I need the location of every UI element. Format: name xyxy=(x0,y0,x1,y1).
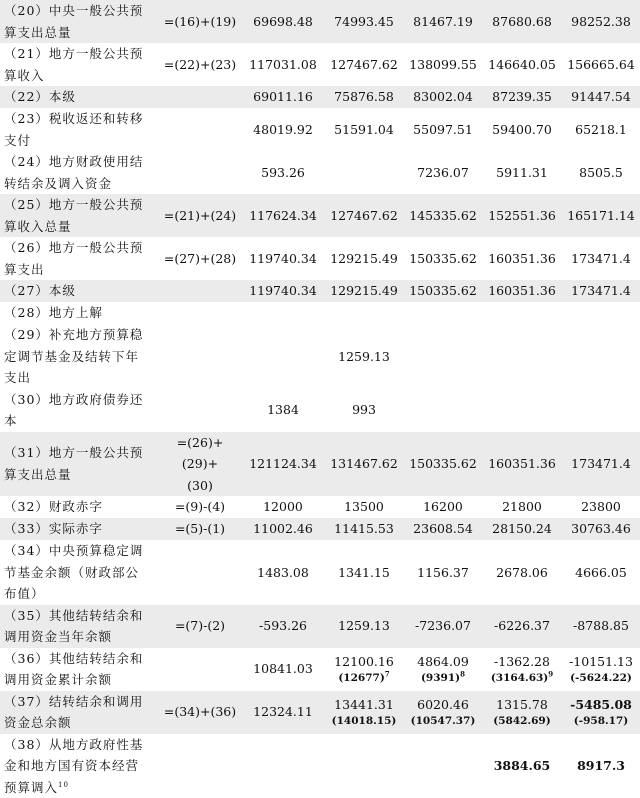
table-row xyxy=(0,0,640,43)
cell-value xyxy=(242,734,324,798)
cell-value: 150335.62 xyxy=(404,280,482,302)
cell-value: 152551.36 xyxy=(482,194,562,237)
cell-value: -1362.28 $(3164.63)^9$ xyxy=(482,648,562,691)
cell-value xyxy=(562,389,640,432)
cell-value: 129215.49 xyxy=(324,280,404,302)
row-formula: =(7)-(2) xyxy=(158,605,242,648)
row-formula xyxy=(158,108,242,151)
cell-value: 16200 xyxy=(404,496,482,518)
cell-value: 74993.45 xyxy=(324,0,404,43)
cell-value: 59400.70 xyxy=(482,108,562,151)
row-formula: =(34)+(36) xyxy=(158,691,242,734)
table-row xyxy=(0,648,640,691)
row-formula: =(5)-(1) xyxy=(158,518,242,540)
cell-value: 1156.37 xyxy=(404,540,482,605)
cell-value: 165171.14 xyxy=(562,194,640,237)
cell-value: 160351.36 xyxy=(482,237,562,280)
table-row xyxy=(0,302,640,324)
cell-value xyxy=(562,324,640,389)
cell-value xyxy=(324,302,404,324)
cell-value: 150335.62 xyxy=(404,237,482,280)
cell-value: 119740.34 xyxy=(242,280,324,302)
cell-value: 81467.19 xyxy=(404,0,482,43)
row-formula xyxy=(158,734,242,798)
cell-value xyxy=(404,734,482,798)
cell-value: 98252.38 xyxy=(562,0,640,43)
cell-value: 83002.04 xyxy=(404,86,482,108)
table-row xyxy=(0,605,640,648)
row-formula xyxy=(158,151,242,194)
cell-value: 117031.08 xyxy=(242,43,324,86)
cell-value: 156665.64 xyxy=(562,43,640,86)
row-label: （31）地方一般公共预 算支出总量 xyxy=(0,432,158,497)
cell-value: 69011.16 xyxy=(242,86,324,108)
cell-value: 173471.4 xyxy=(562,432,640,497)
table-row xyxy=(0,324,640,389)
cell-value: -8788.85 xyxy=(562,605,640,648)
row-formula xyxy=(158,324,242,389)
cell-value: 8917.3 xyxy=(562,734,640,798)
cell-value: -5485.08 (-958.17) xyxy=(562,691,640,734)
row-label: （28）地方上解 xyxy=(0,302,158,324)
row-formula xyxy=(158,86,242,108)
cell-value: 1341.15 xyxy=(324,540,404,605)
cell-value: 1315.78 (5842.69) xyxy=(482,691,562,734)
cell-value: 23800 xyxy=(562,496,640,518)
cell-value xyxy=(242,302,324,324)
cell-value: 87680.68 xyxy=(482,0,562,43)
row-formula xyxy=(158,389,242,432)
cell-value: 146640.05 xyxy=(482,43,562,86)
cell-value xyxy=(482,302,562,324)
table-row xyxy=(0,86,640,108)
cell-value xyxy=(324,734,404,798)
table-row xyxy=(0,496,640,518)
table-row xyxy=(0,389,640,432)
cell-value: 173471.4 xyxy=(562,237,640,280)
cell-value: 91447.54 xyxy=(562,86,640,108)
table-row xyxy=(0,518,640,540)
cell-value: 10841.03 xyxy=(242,648,324,691)
table-row xyxy=(0,237,640,280)
cell-value: 4864.09 $(9391)^8$ xyxy=(404,648,482,691)
table-row xyxy=(0,151,640,194)
cell-value: 7236.07 xyxy=(404,151,482,194)
cell-value: 119740.34 xyxy=(242,237,324,280)
table-row xyxy=(0,540,640,605)
cell-value: 1384 xyxy=(242,389,324,432)
row-label: （32）财政赤字 xyxy=(0,496,158,518)
cell-value xyxy=(404,324,482,389)
cell-value: -6226.37 xyxy=(482,605,562,648)
row-label: （37）结转结余和调用 资金总余额 xyxy=(0,691,158,734)
row-formula xyxy=(158,648,242,691)
cell-value: 5911.31 xyxy=(482,151,562,194)
row-formula: =(9)-(4) xyxy=(158,496,242,518)
row-label: （35）其他结转结余和 调用资金当年余额 xyxy=(0,605,158,648)
cell-value: 21800 xyxy=(482,496,562,518)
table-row xyxy=(0,280,640,302)
cell-value: 131467.62 xyxy=(324,432,404,497)
row-label: （33）实际赤字 xyxy=(0,518,158,540)
cell-value: 13441.31 (14018.15) xyxy=(324,691,404,734)
cell-value: -10151.13 (-5624.22) xyxy=(562,648,640,691)
cell-value: 12100.16 $(12677)^7$ xyxy=(324,648,404,691)
cell-value: 75876.58 xyxy=(324,86,404,108)
row-label: （36）其他结转结余和 调用资金累计余额 xyxy=(0,648,158,691)
row-formula: =(21)+(24) xyxy=(158,194,242,237)
cell-value: 13500 xyxy=(324,496,404,518)
cell-value: 30763.46 xyxy=(562,518,640,540)
cell-value xyxy=(562,302,640,324)
cell-value: 11002.46 xyxy=(242,518,324,540)
cell-value: 87239.35 xyxy=(482,86,562,108)
table-row xyxy=(0,432,640,497)
cell-value: -7236.07 xyxy=(404,605,482,648)
cell-value: 65218.1 xyxy=(562,108,640,151)
cell-value: 11415.53 xyxy=(324,518,404,540)
row-formula xyxy=(158,280,242,302)
cell-value: 129215.49 xyxy=(324,237,404,280)
row-formula: =(27)+(28) xyxy=(158,237,242,280)
row-label: （23）税收返还和转移 支付 xyxy=(0,108,158,151)
cell-value: 2678.06 xyxy=(482,540,562,605)
table-row xyxy=(0,43,640,86)
cell-value: 69698.48 xyxy=(242,0,324,43)
cell-value: 28150.24 xyxy=(482,518,562,540)
row-formula: =(26)+(29)+ (30) xyxy=(158,432,242,497)
row-label: （21）地方一般公共预 算收入 xyxy=(0,43,158,86)
row-label: （27）本级 xyxy=(0,280,158,302)
row-formula: =(16)+(19) xyxy=(158,0,242,43)
table-row xyxy=(0,108,640,151)
row-label: （38）从地方政府性基 金和地方国有资本经营 预算调入$^{10}$ xyxy=(0,734,158,798)
cell-value xyxy=(482,389,562,432)
row-label: （34）中央预算稳定调 节基金余额（财政部公 布值） xyxy=(0,540,158,605)
row-label: （30）地方政府债券还 本 xyxy=(0,389,158,432)
cell-value: 12324.11 xyxy=(242,691,324,734)
cell-value xyxy=(482,324,562,389)
cell-value: 1483.08 xyxy=(242,540,324,605)
row-formula xyxy=(158,302,242,324)
cell-value: 55097.51 xyxy=(404,108,482,151)
row-label: （20）中央一般公共预 算支出总量 xyxy=(0,0,158,43)
cell-value xyxy=(324,151,404,194)
table-row xyxy=(0,734,640,798)
row-label: （26）地方一般公共预 算支出 xyxy=(0,237,158,280)
cell-value: 121124.34 xyxy=(242,432,324,497)
cell-value: 145335.62 xyxy=(404,194,482,237)
row-label: （25）地方一般公共预 算收入总量 xyxy=(0,194,158,237)
row-label: （22）本级 xyxy=(0,86,158,108)
cell-value xyxy=(404,302,482,324)
row-label: （24）地方财政使用结 转结余及调入资金 xyxy=(0,151,158,194)
cell-value: 127467.62 xyxy=(324,43,404,86)
cell-value: 993 xyxy=(324,389,404,432)
cell-value: 138099.55 xyxy=(404,43,482,86)
cell-value: 1259.13 xyxy=(324,324,404,389)
row-label: （29）补充地方预算稳 定调节基金及结转下年 支出 xyxy=(0,324,158,389)
cell-value: 23608.54 xyxy=(404,518,482,540)
cell-value: 6020.46 (10547.37) xyxy=(404,691,482,734)
cell-value: 160351.36 xyxy=(482,280,562,302)
cell-value xyxy=(404,389,482,432)
cell-value: 8505.5 xyxy=(562,151,640,194)
cell-value: 3884.65 xyxy=(482,734,562,798)
cell-value: 117624.34 xyxy=(242,194,324,237)
cell-value: -593.26 xyxy=(242,605,324,648)
cell-value: 1259.13 xyxy=(324,605,404,648)
cell-value: 127467.62 xyxy=(324,194,404,237)
cell-value xyxy=(242,324,324,389)
cell-value: 150335.62 xyxy=(404,432,482,497)
cell-value: 48019.92 xyxy=(242,108,324,151)
row-formula: =(22)+(23) xyxy=(158,43,242,86)
table-row xyxy=(0,194,640,237)
cell-value: 51591.04 xyxy=(324,108,404,151)
cell-value: 12000 xyxy=(242,496,324,518)
cell-value: 593.26 xyxy=(242,151,324,194)
cell-value: 160351.36 xyxy=(482,432,562,497)
row-formula xyxy=(158,540,242,605)
cell-value: 4666.05 xyxy=(562,540,640,605)
cell-value: 173471.4 xyxy=(562,280,640,302)
table-row xyxy=(0,691,640,734)
